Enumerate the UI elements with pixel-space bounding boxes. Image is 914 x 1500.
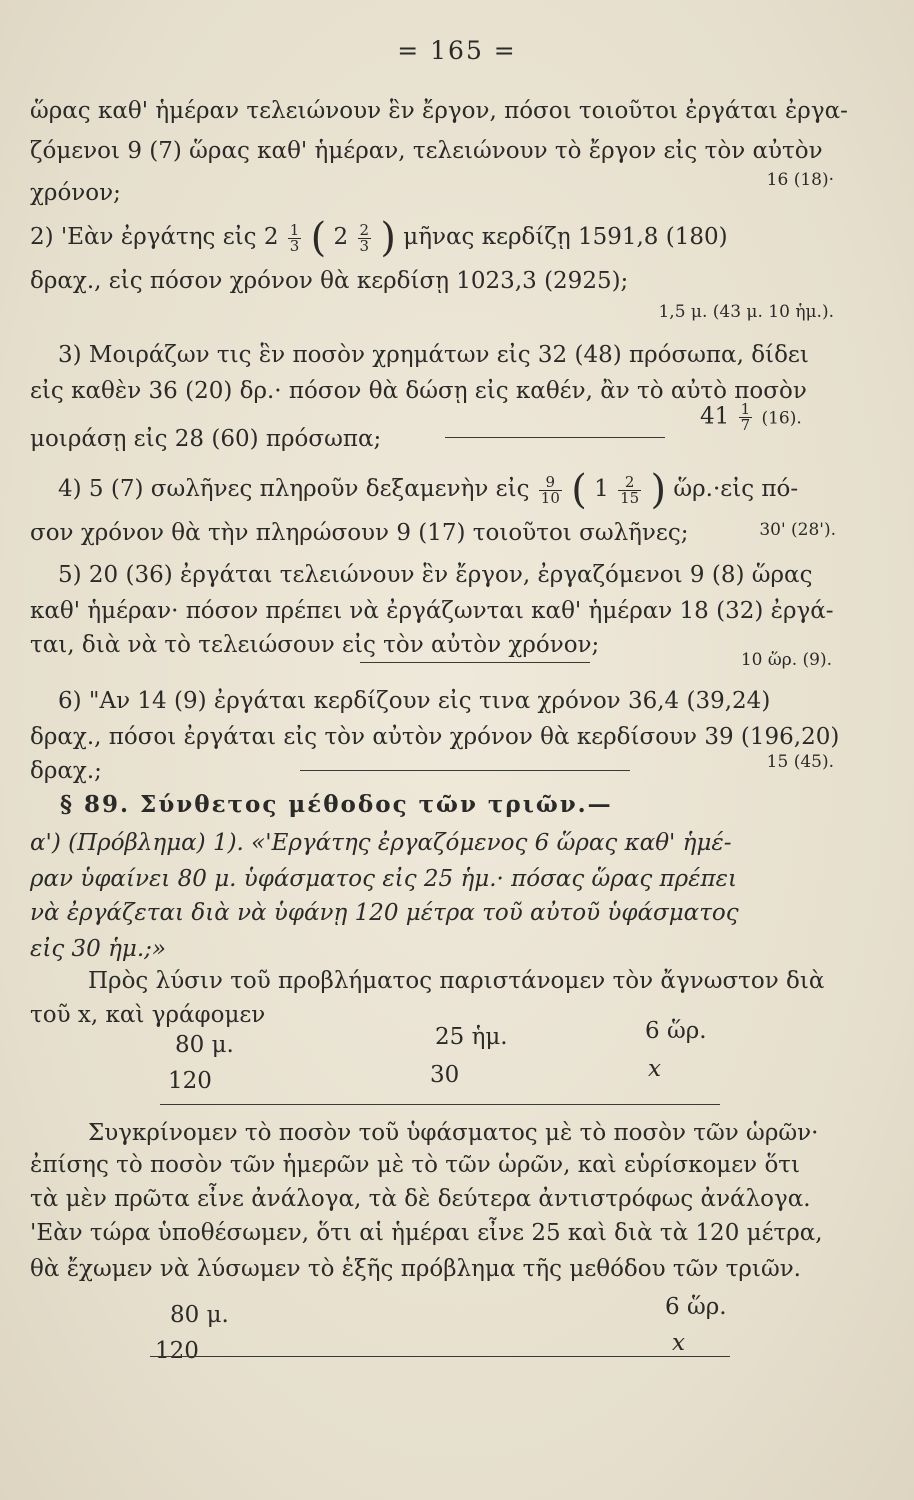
fraction: $\frac{2}{3}$ [359,220,370,255]
table-cell: 25 ἡμ. [435,1024,508,1050]
problem-2-line: 2) 'Εὰν ἐργάτης εἰς 2 $\frac{1}{3}$ ( 2 $\frac{2}{3}$ ) μῆνας κερδίζῃ 1591,8 (180) [30,215,728,261]
answer: 30' (28'). [759,520,836,540]
text-line: ὥρας καθ' ἡμέραν τελειώνουν ἓν ἔργον, πόσοι τοιοῦτοι ἐργάται ἐργα- [30,98,848,124]
answer: 15 (45). [766,752,834,772]
text-fragment: μῆνας κερδίζῃ 1591,8 (180) [403,224,728,250]
text-fragment: 2 [333,224,349,250]
table-cell: 30 [430,1062,460,1088]
text-line: 3) Μοιράζων τις ἓν ποσὸν χρημάτων εἰς 32 (48) πρόσωπα, δίδει [58,342,809,368]
text-line: μοιράσῃ εἰς 28 (60) πρόσωπα; [30,426,382,452]
table-cell: 120 [168,1068,212,1094]
text-line: α') (Πρόβλημα) 1). «'Εργάτης ἐργαζόμενος 6 ὥρας καθ' ἡμέ- [30,830,732,856]
table-rule [160,1104,720,1105]
answer: 41 $\frac{1}{7}$ (16). [700,400,802,434]
text-line: δραχ., εἰς πόσον χρόνον θὰ κερδίσῃ 1023,3 (2925); [30,268,629,294]
text-line: εἰς καθὲν 36 (20) δρ.· πόσον θὰ δώσῃ εἰς καθέν, ἂν τὸ αὐτὸ ποσὸν [30,378,807,404]
text-line: τοῦ x, καὶ γράφομεν [30,1002,266,1028]
text-line: χρόνον; [30,180,121,206]
text-line: καθ' ἡμέραν· πόσον πρέπει νὰ ἐργάζωνται καθ' ἡμέραν 18 (32) ἐργά- [30,598,834,624]
text-fragment: ὥρ.·εἰς πό- [673,476,799,502]
page-number: = 165 = [397,36,517,65]
text-line: δραχ.; [30,758,102,784]
answer: 10 ὥρ. (9). [740,650,832,670]
text-fragment: 1 [594,476,609,502]
text-line: δραχ., πόσοι ἐργάται εἰς τὸν αὐτὸν χρόνον θὰ κερδίσουν 39 (196,20) [30,724,840,750]
fraction: $\frac{2}{15}$ [620,472,640,507]
text-line: σον χρόνον θὰ τὴν πληρώσουν 9 (17) τοιοῦτοι σωλῆνες; [30,520,689,546]
text-line: ζόμενοι 9 (7) ὥρας καθ' ἡμέραν, τελειώνουν τὸ ἔργον εἰς τὸν αὐτὸν [30,138,823,164]
text-line: Συγκρίνομεν τὸ ποσὸν τοῦ ὑφάσματος μὲ τὸ ποσὸν τῶν ὡρῶν· [88,1120,819,1146]
dashed-rule [445,437,665,438]
table-cell: 6 ὥρ. [645,1018,707,1044]
answer: 16 (18)· [766,170,834,190]
table-cell: 6 ὥρ. [665,1294,727,1320]
table-cell: x [672,1330,685,1356]
dashed-rule [360,662,590,663]
table-cell: 120 [155,1338,199,1364]
text-line: 'Εὰν τώρα ὑποθέσωμεν, ὅτι αἱ ἡμέραι εἶνε 25 καὶ διὰ τὰ 120 μέτρα, [30,1220,823,1246]
fraction: $\frac{1}{3}$ [289,220,300,255]
problem-4-line: 4) 5 (7) σωλῆνες πληροῦν δεξαμενὴν εἰς $\frac{9}{10}$ ( 1 $\frac{2}{15}$ ) ὥρ.·εἰς πό- [58,467,799,513]
text-fragment: 4) 5 (7) σωλῆνες πληροῦν δεξαμενὴν εἰς [58,476,530,502]
dashed-rule [300,770,630,771]
table-cell: 80 μ. [170,1302,229,1328]
answer: 1,5 μ. (43 μ. 10 ἡμ.). [658,302,834,322]
text-line: 5) 20 (36) ἐργάται τελειώνουν ἓν ἔργον, ἐργαζόμενοι 9 (8) ὥρας [58,562,813,588]
section-heading: § 89. Σύνθετος μέθοδος τῶν τριῶν.— [60,791,613,818]
fraction: $\frac{9}{10}$ [540,472,560,507]
table-cell: x [648,1056,661,1082]
text-line: τὰ μὲν πρῶτα εἶνε ἀνάλογα, τὰ δὲ δεύτερα ἀντιστρόφως ἀνάλογα. [30,1186,811,1212]
table-cell: 80 μ. [175,1032,234,1058]
text-line: ται, διὰ νὰ τὸ τελειώσουν εἰς τὸν αὐτὸν χρόνον; [30,632,600,658]
text-line: εἰς 30 ἡμ.;» [30,936,166,962]
text-line: 6) "Αν 14 (9) ἐργάται κερδίζουν εἰς τινα χρόνον 36,4 (39,24) [58,688,771,714]
text-line: Πρὸς λύσιν τοῦ προβλήματος παριστάνομεν τὸν ἄγνωστον διὰ [88,968,825,994]
table-rule [150,1356,730,1357]
text-line: νὰ ἐργάζεται διὰ νὰ ὑφάνῃ 120 μέτρα τοῦ αὐτοῦ ὑφάσματος [30,900,739,926]
text-line: ραν ὑφαίνει 80 μ. ὑφάσματος εἰς 25 ἡμ.· πόσας ὥρας πρέπει [30,866,737,892]
text-line: θὰ ἔχωμεν νὰ λύσωμεν τὸ ἑξῆς πρόβλημα τῆς μεθόδου τῶν τριῶν. [30,1256,801,1282]
text-fragment: 2) 'Εὰν ἐργάτης εἰς 2 [30,224,279,250]
text-line: ἐπίσης τὸ ποσὸν τῶν ἡμερῶν μὲ τὸ τῶν ὡρῶν, καὶ εὑρίσκομεν ὅτι [30,1152,801,1178]
